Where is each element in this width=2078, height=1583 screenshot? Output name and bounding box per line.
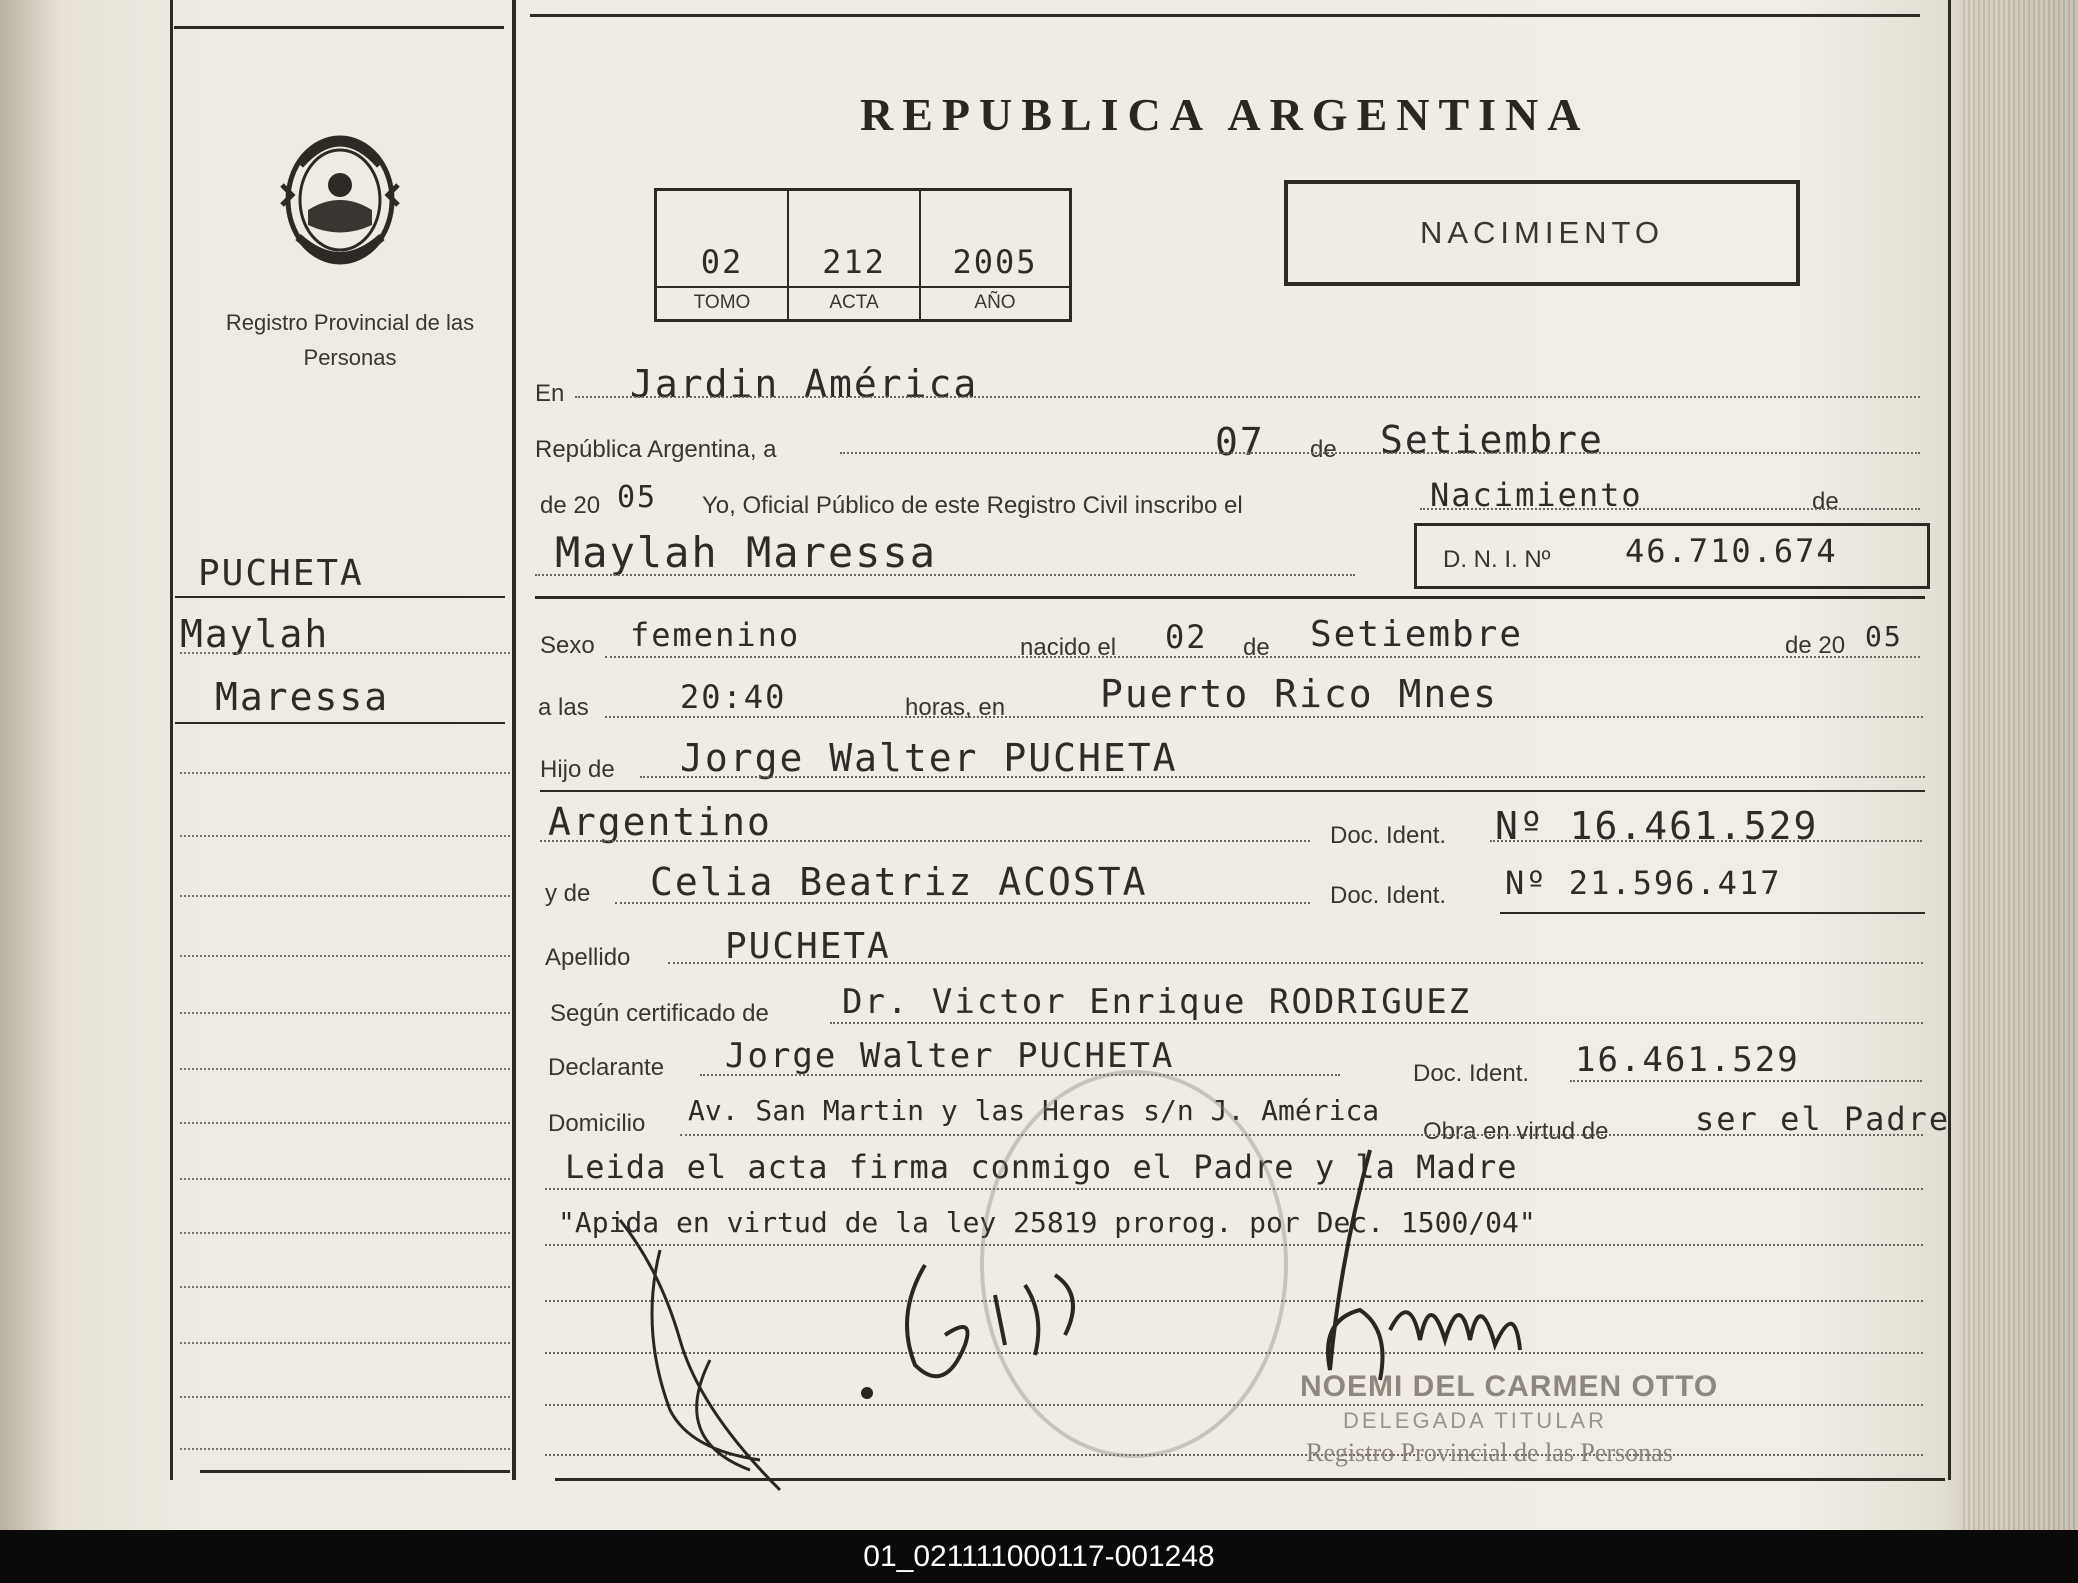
event-de-label: de [1812,488,1839,515]
section-rule [540,790,1925,792]
sexo-value: femenino [630,616,801,654]
stub-given-name-2: Maressa [215,675,390,719]
nacido-label: nacido el [1020,634,1117,661]
birth-month-value: Setiembre [1310,614,1524,655]
alas-label: a las [538,694,589,721]
stub-line [180,652,510,654]
declarante-label: Declarante [548,1054,665,1081]
declarante-doc-value: 16.461.529 [1575,1040,1800,1080]
acta-cell [789,191,919,319]
birth-de-label: de [1243,634,1270,661]
event-value: Nacimiento [1430,476,1643,514]
provincia-misiones-seal-icon [270,125,410,280]
birth-place-value: Puerto Rico Mnes [1100,672,1499,716]
father-doc-line [1490,840,1922,842]
stub-rule [175,722,505,724]
stub-line [180,835,510,837]
child-name-line [535,574,1355,576]
stub-line [180,1122,510,1124]
page-title: REPUBLICA ARGENTINA [860,89,1590,140]
mother-label: y de [545,880,591,907]
en-value: Jardin América [630,362,979,406]
reference-box [654,188,1072,322]
stub-given-name-1: Maylah [180,612,330,656]
certificado-label: Según certificado de [550,1000,769,1027]
extra-line-2: "Apida en virtud de la ley 25819 prorog. por Dec. 1500/04" [558,1206,1536,1239]
dni-value: 46.710.674 [1625,532,1838,570]
reg-de-label: de [1310,436,1337,463]
stub-line [180,1396,510,1398]
dni-label: D. N. I. Nº [1443,546,1551,573]
declarante-line [700,1074,1340,1076]
stamp-officer-name: NOEMI DEL CARMEN OTTO [1300,1370,1719,1403]
mother-doc-value: Nº 21.596.417 [1505,864,1782,902]
time-value: 20:40 [680,678,787,716]
stub-line [180,1068,510,1070]
image-caption-bar: 01_021111000117-001248 [0,1530,2078,1583]
stub-line [180,1342,510,1344]
horas-label: horas, en [905,694,1006,721]
declarante-doc-label: Doc. Ident. [1413,1060,1530,1087]
hora-line [605,716,1923,718]
en-line [575,396,1920,398]
stub-line [180,955,510,957]
section-rule [535,596,1925,599]
top-border-right [530,14,1920,17]
republica-label: República Argentina, a [535,436,777,463]
year-prefix-label: de 20 [540,492,601,519]
stub-line [180,1012,510,1014]
stub-surname: PUCHETA [198,553,364,594]
hijo-line [640,776,1925,778]
declarante-doc-line [1570,1080,1922,1082]
apellido-value: PUCHETA [725,926,891,967]
mother-line [615,902,1310,904]
year-line [1420,508,1920,510]
father-doc-label: Doc. Ident. [1330,822,1447,849]
form-right-border [1948,0,1951,1480]
stub-line [180,1286,510,1288]
dni-box [1414,523,1930,589]
mother-name-value: Celia Beatriz ACOSTA [650,860,1148,904]
father-name-value: Jorge Walter PUCHETA [680,736,1178,780]
stub-line [180,1178,510,1180]
record-type-box: NACIMIENTO [1284,180,1800,286]
declarant-signature [600,1210,820,1500]
stub-line [180,772,510,774]
stub-divider [512,0,516,1480]
stub-line [180,1448,510,1450]
ano-cell [921,191,1069,319]
father-doc-value: Nº 16.461.529 [1495,804,1819,848]
extra-line-1: Leida el acta firma conmigo el Padre y la Madre [565,1148,1518,1186]
page-stack-edge [1960,0,2078,1530]
stub-left-border [170,0,173,1480]
sexo-label: Sexo [540,632,595,659]
tomo-label: TOMO [657,286,787,314]
obra-label: Obra en virtud de [1423,1118,1609,1145]
reg-month-value: Setiembre [1380,418,1604,462]
apellido-label: Apellido [545,944,631,971]
registry-name: Registro Provincial de las Personas [225,310,475,370]
reg-year-value: 05 [617,480,658,515]
certificado-value: Dr. Victor Enrique RODRIGUEZ [842,982,1472,1022]
sexo-line [605,656,1920,658]
obra-value: ser el Padre [1695,1100,1951,1138]
nat-line [540,840,1310,842]
stub-line [180,1232,510,1234]
ano-label: AÑO [921,286,1069,314]
declarante-value: Jorge Walter PUCHETA [725,1036,1175,1076]
stamp-office: Registro Provincial de las Personas [1306,1438,1673,1467]
domicilio-line [680,1134,1923,1136]
yo-oficial-text: Yo, Oficial Público de este Registro Civil inscribo el [702,492,1243,519]
hijo-label: Hijo de [540,756,615,783]
section-rule [1500,912,1925,914]
birth-day-value: 02 [1165,618,1208,656]
birth-year-value: 05 [1865,620,1903,653]
officer-signature [1300,1140,1560,1410]
tomo-value: 02 [700,243,744,281]
tomo-cell [657,191,787,319]
domicilio-value: Av. San Martin y las Heras s/n J. América [688,1094,1380,1127]
mother-signature [855,1255,1115,1405]
acta-label: ACTA [789,286,919,314]
bottom-border-left [200,1470,510,1473]
reg-day-value: 07 [1215,420,1265,464]
stub-line [180,895,510,897]
top-border-left [174,26,504,29]
acta-value: 212 [822,243,886,281]
birth-de20-label: de 20 [1785,632,1846,659]
stamp-officer-role: DELEGADA TITULAR [1343,1408,1607,1433]
ano-value: 2005 [952,243,1038,281]
republica-line [840,452,1920,454]
mother-doc-label: Doc. Ident. [1330,882,1447,909]
en-label: En [535,380,565,407]
certificado-line [830,1022,1923,1024]
apellido-line [668,962,1923,964]
domicilio-label: Domicilio [548,1110,646,1137]
stub-rule [175,596,505,598]
child-name-value: Maylah Maressa [555,528,938,577]
father-nationality-value: Argentino [548,800,772,844]
